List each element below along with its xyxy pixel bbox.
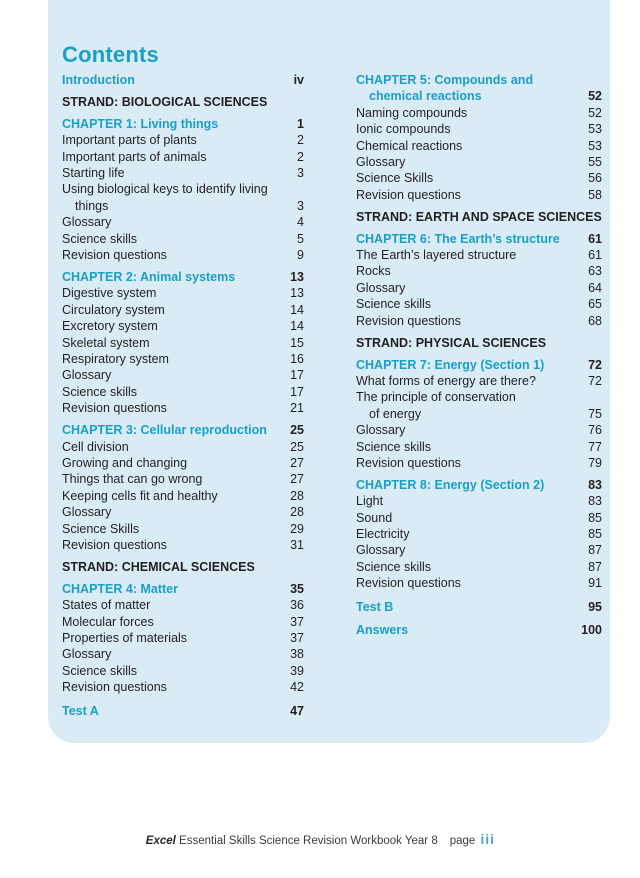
- toc-entry-row: [356, 575, 602, 591]
- toc-row-line: [356, 622, 602, 638]
- toc-row-line: [62, 367, 304, 383]
- toc-page-number: 9: [297, 248, 304, 263]
- toc-row-line: [62, 351, 304, 367]
- toc-entry-row: [356, 263, 602, 279]
- toc-row-line: [356, 170, 602, 186]
- toc-page-number: 2: [297, 133, 304, 148]
- toc-row-line: [62, 384, 304, 400]
- toc-label: CHAPTER 4: Matter: [62, 581, 178, 596]
- toc-entry-row: [356, 559, 602, 575]
- toc-row-line: [62, 614, 304, 630]
- toc-label: Glossary: [356, 423, 406, 438]
- toc-entry-row: [356, 170, 602, 186]
- toc-row-line: [356, 510, 602, 526]
- toc-row-line: [356, 138, 602, 154]
- toc-row-line: [356, 187, 602, 203]
- toc-label: Science skills: [356, 439, 432, 454]
- toc-page-number: 14: [290, 319, 304, 334]
- toc-test-row: [62, 703, 304, 719]
- toc-entry-row: [356, 373, 602, 389]
- toc-label: Introduction: [62, 73, 135, 87]
- toc-chapter-row: [62, 581, 304, 597]
- toc-chapter-row: [62, 269, 304, 285]
- toc-row-line1: [356, 389, 602, 405]
- toc-label: Important parts of animals: [62, 149, 207, 164]
- toc-page-number: 15: [290, 335, 304, 350]
- toc-entry-row: [356, 439, 602, 455]
- toc-page-number: 64: [588, 280, 602, 295]
- toc-label: Glossary: [62, 505, 112, 520]
- toc-label: Ionic compounds: [356, 122, 451, 137]
- toc-strand-heading: [62, 559, 304, 575]
- toc-label: Chemical reactions: [356, 138, 463, 153]
- toc-label: Starting life: [62, 166, 125, 181]
- toc-row-line: [356, 477, 602, 493]
- toc-label: Electricity: [356, 527, 410, 542]
- toc-row-line: [356, 357, 602, 373]
- toc-row-line: [356, 280, 602, 296]
- toc-label: Science Skills: [356, 171, 434, 186]
- toc-strand-heading: [356, 335, 602, 351]
- toc-row-line: [62, 335, 304, 351]
- toc-page-number: 87: [588, 543, 602, 558]
- toc-label: Properties of materials: [62, 631, 188, 645]
- toc-entry-row: [62, 285, 304, 301]
- toc-row-line: [62, 231, 304, 247]
- toc-entry-row: [62, 614, 304, 630]
- toc-page-number: 27: [290, 455, 304, 470]
- toc-row-line: [62, 400, 304, 416]
- toc-row-line: [62, 439, 304, 455]
- toc-row-line: [62, 285, 304, 301]
- toc-label: The Earth’s layered structure: [356, 248, 517, 263]
- toc-label: Science skills: [356, 559, 432, 574]
- toc-label: Revision questions: [62, 248, 167, 263]
- toc-page-number: 53: [588, 122, 602, 137]
- toc-page-number: 42: [290, 680, 304, 695]
- toc-entry-row: [62, 504, 304, 520]
- toc-row-line: [62, 94, 304, 110]
- toc-page-number: 35: [290, 581, 304, 596]
- toc-page-number: 53: [588, 138, 602, 153]
- toc-row-line: [62, 318, 304, 334]
- toc-row-line: [356, 599, 602, 615]
- toc-label: CHAPTER 7: Energy (Section 1): [356, 357, 545, 372]
- toc-page-number: 17: [290, 368, 304, 383]
- toc-row-line: [62, 646, 304, 662]
- toc-row-line: [62, 72, 304, 88]
- toc-row-line: [62, 521, 304, 537]
- toc-row-line: [62, 559, 304, 575]
- toc-chapter-row: [62, 422, 304, 438]
- toc-entry-row: [62, 318, 304, 334]
- toc-label: CHAPTER 8: Energy (Section 2): [356, 477, 545, 492]
- toc-entry-row: [356, 455, 602, 471]
- toc-page-number: 31: [290, 537, 304, 552]
- toc-row-line1: [356, 72, 602, 88]
- toc-entry-row: [62, 335, 304, 351]
- toc-row-line: [62, 581, 304, 597]
- toc-label: STRAND: BIOLOGICAL SCIENCES: [62, 94, 268, 109]
- toc-entry-row: [62, 471, 304, 487]
- toc-row-line: [356, 263, 602, 279]
- toc-page-number: 3: [297, 166, 304, 181]
- toc-label: Revision questions: [62, 680, 167, 695]
- toc-page-number: 83: [588, 494, 602, 509]
- page-title: Contents: [62, 42, 159, 67]
- toc-column-left: [62, 72, 304, 719]
- toc-intro-row: [62, 72, 304, 88]
- toc-page-number: 85: [588, 527, 602, 542]
- toc-entry-row: [62, 630, 304, 646]
- toc-label: Respiratory system: [62, 352, 169, 366]
- toc-page-number: 87: [588, 559, 602, 574]
- toc-row-line: [62, 488, 304, 504]
- toc-label: CHAPTER 2: Animal systems: [62, 269, 236, 284]
- toc-page-number: 58: [588, 187, 602, 202]
- contents-panel: [48, 0, 610, 743]
- toc-entry-row: [356, 526, 602, 542]
- toc-entry-row: [356, 105, 602, 121]
- toc-page-number: 68: [588, 313, 602, 328]
- toc-page-number: 79: [588, 455, 602, 470]
- toc-label: Test B: [356, 599, 394, 614]
- toc-row-line2: [62, 198, 304, 214]
- footer: [0, 831, 495, 847]
- toc-row-line: [62, 471, 304, 487]
- toc-label-continued: of energy: [369, 406, 422, 421]
- toc-row-line: [62, 165, 304, 181]
- toc-entry-row: [356, 542, 602, 558]
- toc-page-number: 63: [588, 264, 602, 279]
- toc-page-number: 16: [290, 352, 304, 366]
- toc-entry-row: [62, 663, 304, 679]
- toc-row-line: [356, 154, 602, 170]
- toc-entry-row: [356, 389, 602, 422]
- toc-row-line: [356, 335, 602, 351]
- toc-row-line2: [356, 88, 602, 104]
- toc-page-number: 4: [297, 215, 304, 230]
- toc-row-line: [62, 269, 304, 285]
- toc-page-number: 61: [588, 231, 602, 246]
- toc-page-number: 13: [290, 286, 304, 301]
- toc-entry-row: [356, 510, 602, 526]
- toc-label: Excretory system: [62, 319, 158, 334]
- toc-row-line: [62, 422, 304, 438]
- toc-page-number: 25: [290, 423, 304, 438]
- toc-page-number: 3: [297, 198, 304, 213]
- toc-entry-row: [356, 493, 602, 509]
- toc-page-number: 2: [297, 149, 304, 164]
- toc-label: Skeletal system: [62, 335, 150, 350]
- toc-row-line: [62, 703, 304, 719]
- toc-page-number: 100: [581, 623, 602, 638]
- footer-page-number: iii: [480, 831, 495, 847]
- toc-label: CHAPTER 1: Living things: [62, 116, 219, 131]
- toc-page-number: 72: [588, 373, 602, 388]
- toc-label: CHAPTER 3: Cellular reproduction: [62, 423, 267, 438]
- toc-label: Naming compounds: [356, 105, 468, 120]
- toc-label: Revision questions: [356, 455, 461, 470]
- toc-page-number: 52: [588, 89, 602, 104]
- toc-chapter-row: [62, 116, 304, 132]
- toc-entry-row: [62, 247, 304, 263]
- toc-strand-heading: [62, 94, 304, 110]
- toc-label: Science skills: [62, 384, 138, 399]
- toc-page-number: 39: [290, 663, 304, 678]
- toc-row-line1: [62, 181, 304, 197]
- toc-label: Important parts of plants: [62, 133, 197, 148]
- footer-brand: Excel: [145, 835, 176, 847]
- toc-page-number: 85: [588, 510, 602, 525]
- toc-page-number: 14: [290, 302, 304, 317]
- toc-row-line: [62, 302, 304, 318]
- toc-chapter-row: [356, 357, 602, 373]
- toc-entry-row: [62, 597, 304, 613]
- toc-entry-row: [62, 231, 304, 247]
- toc-label-continued: chemical reactions: [369, 89, 482, 104]
- toc-label: Things that can go wrong: [62, 472, 203, 487]
- toc-label: CHAPTER 5: Compounds and: [356, 73, 534, 87]
- toc-row-line: [62, 132, 304, 148]
- toc-page-number: 76: [588, 423, 602, 438]
- toc-row-line: [356, 422, 602, 438]
- toc-test-row: [356, 599, 602, 615]
- toc-entry-row: [62, 679, 304, 695]
- toc-label: CHAPTER 6: The Earth’s structure: [356, 231, 560, 246]
- toc-label: What forms of energy are there?: [356, 373, 536, 388]
- toc-page-number: 91: [588, 576, 602, 591]
- toc-label: States of matter: [62, 598, 151, 613]
- toc-label: Growing and changing: [62, 455, 188, 470]
- toc-label: Science skills: [62, 663, 138, 678]
- toc-entry-row: [356, 138, 602, 154]
- toc-page-number: 21: [290, 401, 304, 416]
- toc-label: Revision questions: [356, 187, 461, 202]
- toc-entry-row: [62, 367, 304, 383]
- toc-page-number: 36: [290, 598, 304, 613]
- toc-row-line: [62, 455, 304, 471]
- toc-row-line: [356, 526, 602, 542]
- toc-page-number: 1: [297, 116, 304, 131]
- toc-page-number: 29: [290, 521, 304, 536]
- toc-chapter-row: [356, 231, 602, 247]
- toc-label: STRAND: PHYSICAL SCIENCES: [356, 335, 547, 350]
- toc-label: Glossary: [356, 155, 406, 170]
- toc-entry-row: [62, 181, 304, 214]
- toc-label: Glossary: [62, 368, 112, 383]
- toc-row-line: [356, 231, 602, 247]
- toc-strand-heading: [356, 209, 602, 225]
- toc-page-number: 37: [290, 614, 304, 629]
- toc-label: Science skills: [356, 297, 432, 312]
- toc-page-number: 47: [290, 703, 304, 718]
- toc-page-number: 75: [588, 406, 602, 421]
- toc-row-line: [356, 575, 602, 591]
- toc-row-line: [356, 559, 602, 575]
- toc-row-line: [62, 214, 304, 230]
- toc-row-line: [356, 121, 602, 137]
- toc-row-line: [356, 209, 602, 225]
- toc-label: Rocks: [356, 264, 391, 279]
- footer-page-label: page: [449, 835, 476, 847]
- toc-test-row: [356, 622, 602, 638]
- toc-entry-row: [356, 247, 602, 263]
- toc-label: The principle of conservation: [356, 390, 516, 405]
- toc-page-number: 61: [588, 248, 602, 263]
- toc-entry-row: [356, 313, 602, 329]
- toc-row-line: [356, 313, 602, 329]
- toc-entry-row: [62, 488, 304, 504]
- toc-label: Answers: [356, 623, 409, 638]
- toc-row-line: [356, 373, 602, 389]
- toc-entry-row: [356, 187, 602, 203]
- toc-page-number: 65: [588, 297, 602, 312]
- toc-entry-row: [62, 537, 304, 553]
- toc-row-line: [356, 542, 602, 558]
- toc-entry-row: [62, 521, 304, 537]
- toc-entry-row: [62, 132, 304, 148]
- toc-entry-row: [356, 121, 602, 137]
- toc-label: Sound: [356, 510, 393, 525]
- toc-row-line: [356, 296, 602, 312]
- toc-entry-row: [62, 302, 304, 318]
- toc-entry-row: [62, 400, 304, 416]
- toc-row-line: [356, 439, 602, 455]
- toc-label: Cell division: [62, 439, 129, 454]
- toc-entry-row: [62, 149, 304, 165]
- toc-page-number: 56: [588, 171, 602, 186]
- toc-row-line: [356, 493, 602, 509]
- toc-entry-row: [62, 351, 304, 367]
- toc-row-line: [62, 663, 304, 679]
- toc-label: Revision questions: [356, 576, 461, 591]
- toc-entry-row: [62, 646, 304, 662]
- toc-page-number: 5: [297, 231, 304, 246]
- toc-page-number: 55: [588, 155, 602, 170]
- toc-label: STRAND: CHEMICAL SCIENCES: [62, 559, 255, 574]
- toc-label: Revision questions: [62, 537, 167, 552]
- toc-label: Revision questions: [62, 401, 167, 416]
- toc-row-line: [62, 597, 304, 613]
- toc-page-number: 17: [290, 384, 304, 399]
- toc-page-number: 72: [588, 357, 602, 372]
- toc-label: STRAND: EARTH AND SPACE SCIENCES: [356, 209, 602, 224]
- footer-book-title: Essential Skills Science Revision Workbook Year 8: [175, 835, 438, 847]
- toc-column-right: [356, 72, 602, 639]
- toc-row-line: [62, 504, 304, 520]
- toc-page-number: 52: [588, 105, 602, 120]
- toc-row-line: [356, 247, 602, 263]
- toc-label: Glossary: [62, 215, 112, 230]
- toc-label: Revision questions: [356, 313, 461, 328]
- toc-label: Test A: [62, 703, 99, 718]
- toc-entry-row: [356, 296, 602, 312]
- toc-label: Molecular forces: [62, 614, 154, 629]
- toc-page-number: 37: [290, 631, 304, 645]
- toc-entry-row: [62, 455, 304, 471]
- toc-row-line: [62, 247, 304, 263]
- toc-label: Glossary: [356, 543, 406, 558]
- toc-entry-row: [62, 384, 304, 400]
- toc-page-number: 95: [588, 599, 602, 614]
- toc-entry-row: [62, 214, 304, 230]
- toc-row-line2: [356, 406, 602, 422]
- toc-entry-row: [356, 422, 602, 438]
- toc-entry-row: [62, 165, 304, 181]
- toc-page-number: 77: [588, 439, 602, 454]
- toc-label: Science Skills: [62, 521, 140, 536]
- toc-label: Glossary: [356, 280, 406, 295]
- toc-row-line: [356, 105, 602, 121]
- toc-page-number: 28: [290, 488, 304, 503]
- toc-page-number: 25: [290, 439, 304, 454]
- toc-label: Circulatory system: [62, 302, 165, 317]
- toc-entry-row: [356, 154, 602, 170]
- toc-page-number: iv: [293, 73, 304, 87]
- toc-row-line: [62, 630, 304, 646]
- toc-page-number: 28: [290, 505, 304, 520]
- toc-chapter-row: [356, 477, 602, 493]
- toc-label: Science skills: [62, 231, 138, 246]
- toc-label: Using biological keys to identify living: [62, 182, 268, 197]
- toc-page-number: 13: [290, 269, 304, 284]
- toc-chapter-row: [356, 72, 602, 105]
- toc-label: Digestive system: [62, 286, 157, 301]
- toc-row-line: [62, 116, 304, 132]
- toc-row-line: [62, 537, 304, 553]
- toc-label: Light: [356, 494, 384, 509]
- toc-row-line: [356, 455, 602, 471]
- toc-entry-row: [356, 280, 602, 296]
- toc-entry-row: [62, 439, 304, 455]
- toc-row-line: [62, 149, 304, 165]
- toc-page-number: 27: [290, 472, 304, 487]
- toc-label: Glossary: [62, 647, 112, 662]
- toc-page-number: 83: [588, 477, 602, 492]
- toc-page-number: 38: [290, 647, 304, 662]
- toc-row-line: [62, 679, 304, 695]
- toc-label-continued: things: [75, 198, 109, 213]
- toc-label: Keeping cells fit and healthy: [62, 488, 218, 503]
